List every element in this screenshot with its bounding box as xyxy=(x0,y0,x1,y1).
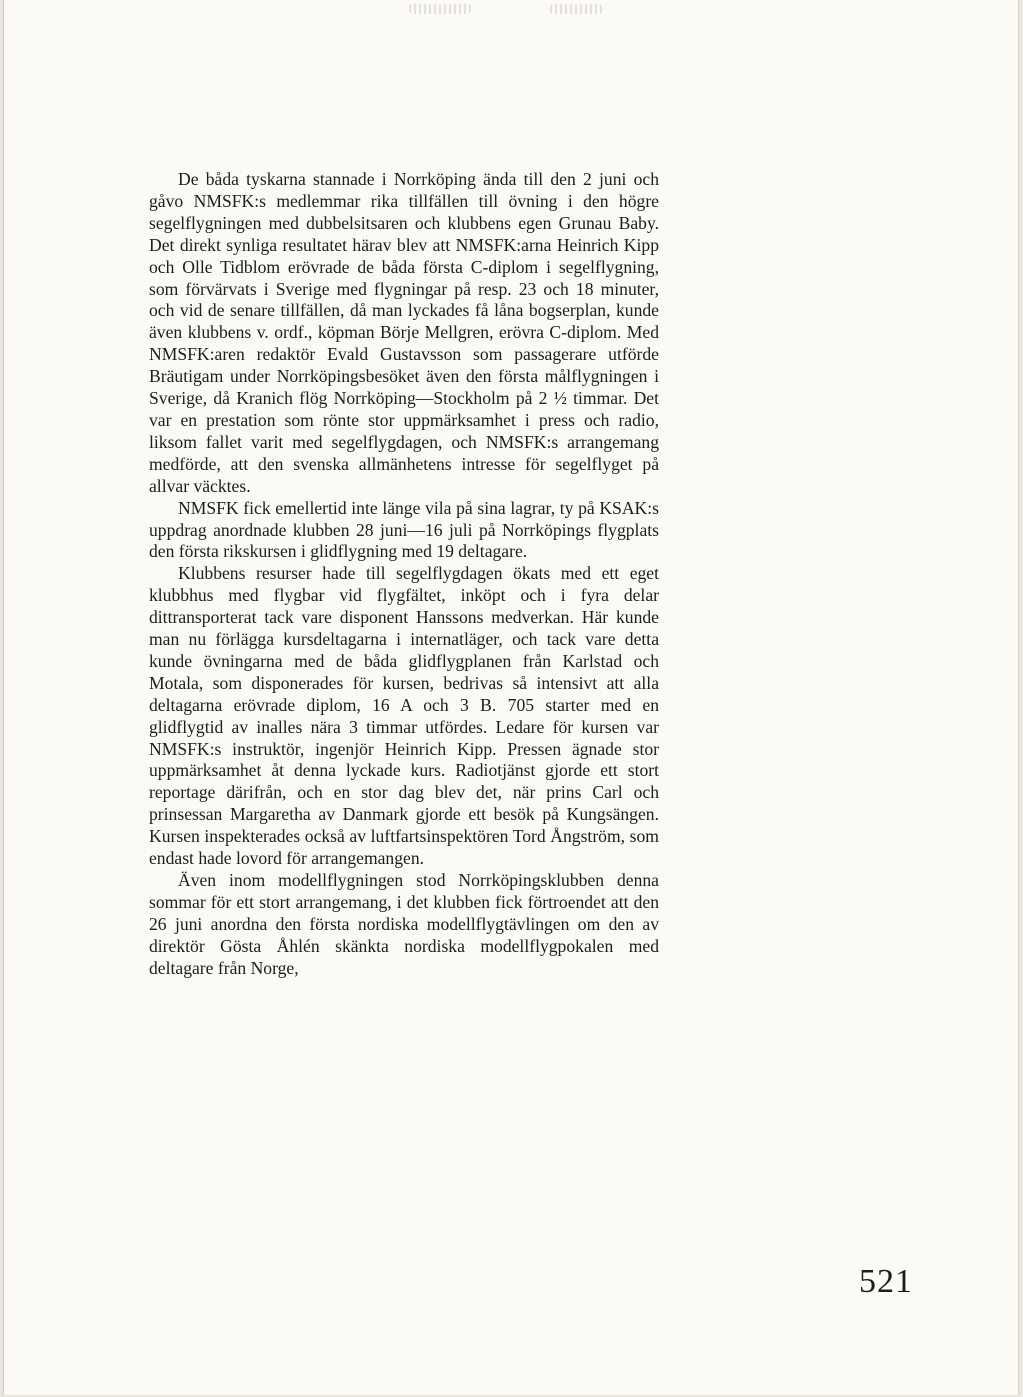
scan-artifact xyxy=(409,4,471,14)
paragraph-4: Även inom modellflygningen stod Norrköpingsklubben denna sommar för ett stort arrangemang, i det klubben fick förtroendet att den 26 juni anordna den första nordiska modellflygtävlingen om den av direktör Gösta Åhlén skänkta nordiska modellflygpokalen med deltagare från Norge, xyxy=(149,870,659,978)
paragraph-2: NMSFK fick emellertid inte länge vila på sina lagrar, ty på KSAK:s uppdrag anordnade klubben 28 juni—16 juli på Norrköpings flygplats den första rikskursen i glidflygning med 19 deltagare. xyxy=(149,497,659,562)
paragraph-3: Klubbens resurser hade till segelflygdagen ökats med ett eget klubbhus med flygbar vid flygfältet, inköpt och i fyra delar dittransporterat tack vare disponent Hanssons medverkan. Här kunde man nu förlägga kursdeltagarna i internatläger, och tack vare detta kunde övningarna med de båda glidflygplanen från Karlstad och Motala, som disponerades för kursen, bedrivas så intensivt att alla deltagarna erövrade diplom, 16 A och 3 B. 705 starter med en glidflygtid av inalles nära 3 timmar utfördes. Ledare för kursen var NMSFK:s instruktör, ingenjör Heinrich Kipp. Pressen ägnade stor uppmärksamhet åt denna lyckade kurs. Radiotjänst gjorde ett stort reportage därifrån, och en stor dag blev det, när prins Carl och prinsessan Margaretha av Danmark gjorde ett besök på Kungsängen. Kursen inspekterades också av luftfartsinspektören Tord Ångström, som endast hade lovord för arrangemangen. xyxy=(149,563,659,869)
page-number: 521 xyxy=(859,1263,913,1300)
paragraph-1: De båda tyskarna stannade i Norrköping ända till den 2 juni och gåvo NMSFK:s medlemmar rika tillfällen till övning i den högre segelflygningen med dubbelsitsaren och klubbens egen Grunau Baby. Det direkt synliga resultatet härav blev att NMSFK:arna Heinrich Kipp och Olle Tidblom erövrade de båda första C-diplom i segelflygning, som förvärvats i Sverige med flygningar på resp. 23 och 18 minuter, och vid de senare tillfällen, då man lyckades få låna bogserplan, kunde även klubbens v. ordf., köpman Börje Mellgren, erövra C-diplom. Med NMSFK:aren redaktör Evald Gustavsson som passagerare utförde Bräutigam under Norrköpingsbesöket även den första målflygningen i Sverige, då Kranich flög Norrköping—Stockholm på 2 ½ timmar. Det var en prestation som rönte stor uppmärksamhet i press och radio, liksom fallet varit med segelflygdagen, och NMSFK:s arrangemang medförde, att den svenska allmänhetens intresse för segelflyget på allvar väcktes. xyxy=(149,169,659,496)
scan-artifact xyxy=(550,4,602,14)
document-page xyxy=(3,0,1019,1395)
body-text xyxy=(149,169,659,980)
